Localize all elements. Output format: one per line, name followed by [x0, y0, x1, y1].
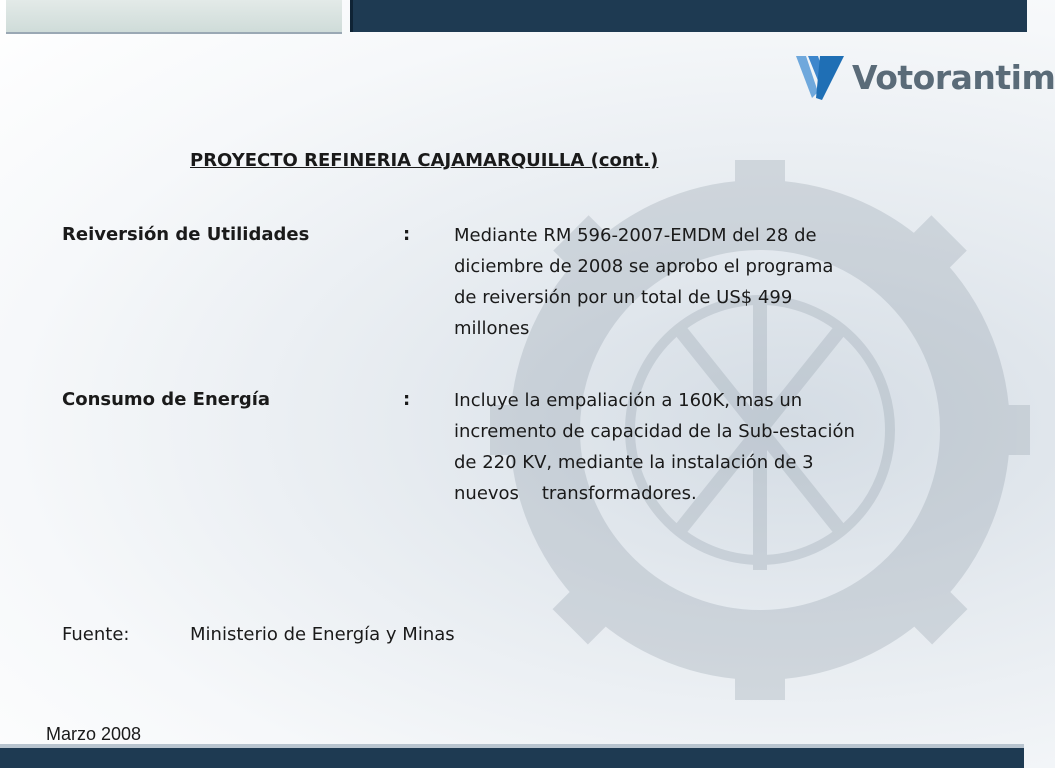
header-band-light — [6, 0, 342, 34]
item-label-reinvestment: Reiversión de Utilidades — [62, 224, 310, 245]
description-line: diciembre de 2008 se aprobo el programa — [454, 256, 834, 277]
description-line: incremento de capacidad de la Sub-estación — [454, 421, 855, 442]
description-line: de reiversión por un total de US$ 499 — [454, 287, 793, 308]
votorantim-mark-icon — [794, 52, 846, 102]
item-description-reinvestment — [454, 220, 924, 344]
slide-title: PROYECTO REFINERIA CAJAMARQUILLA (cont.) — [190, 150, 659, 171]
votorantim-logo — [794, 52, 1055, 102]
item-description-energy — [454, 385, 924, 509]
item-label-energy: Consumo de Energía — [62, 389, 271, 410]
header-band-dark — [350, 0, 1027, 32]
description-line: millones — [454, 318, 530, 339]
description-line: nuevos transformadores. — [454, 483, 697, 504]
footer-date: Marzo 2008 — [46, 724, 142, 744]
source-label: Fuente: — [62, 624, 130, 645]
footer-band-dark — [0, 748, 1024, 768]
source-value: Ministerio de Energía y Minas — [190, 624, 455, 645]
description-line: Incluye la empaliación a 160K, mas un — [454, 390, 803, 411]
brand-name: Votorantim — [852, 57, 1055, 97]
description-line: de 220 KV, mediante la instalación de 3 — [454, 452, 814, 473]
description-line: Mediante RM 596-2007-EMDM del 28 de — [454, 225, 817, 246]
item-separator: : — [403, 389, 411, 410]
item-separator: : — [403, 224, 411, 245]
